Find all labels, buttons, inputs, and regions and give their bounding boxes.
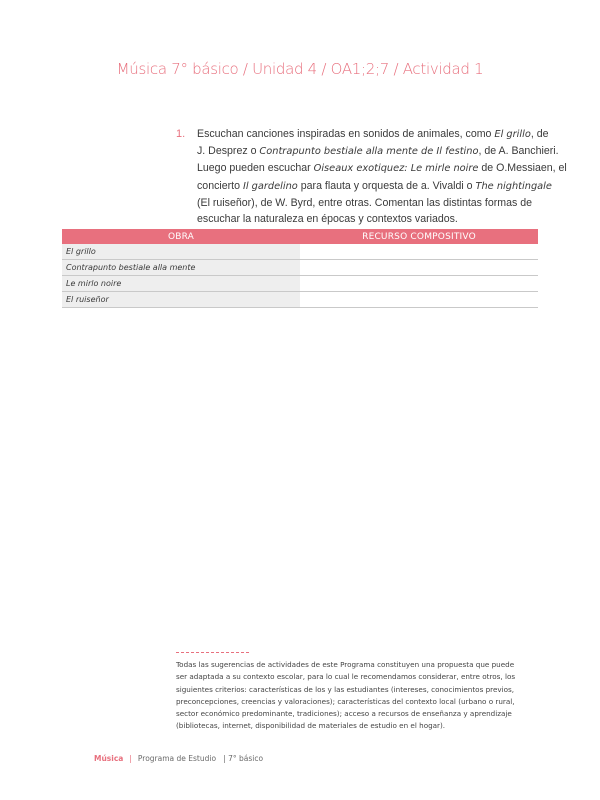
activity-text-segment: Escuchan canciones inspiradas en sonidos de animales, como <box>197 128 495 140</box>
table-row <box>62 292 538 308</box>
work-title: El grillo <box>494 129 531 140</box>
table-row <box>62 276 538 292</box>
footnote-line: siguientes criterios: características de los y las estudiantes (intereses, conocimientos previos, <box>176 684 515 694</box>
footnote-line: Todas las sugerencias de actividades de este Programa constituyen una propuesta que puede <box>176 660 515 669</box>
activity-text-segment: , de A. Banchieri. <box>478 145 559 158</box>
cell-recurso <box>300 292 538 308</box>
footnote-divider <box>176 652 249 653</box>
cell-recurso <box>300 276 538 292</box>
footnote <box>176 659 538 733</box>
cell-obra: Contrapunto bestiale alla mente <box>62 260 300 276</box>
activity-text <box>178 126 567 227</box>
cell-obra: El grillo <box>62 244 300 260</box>
activity-text-segment: para flauta y orquesta de a. Vivaldi o <box>297 179 476 192</box>
footer-subject: Música <box>94 754 124 763</box>
footnote-line: ser adaptada a su contexto escolar, para lo cual le recomendamos considerar, entre otros, los <box>176 672 516 682</box>
activity-text-segment: de O.Messiaen, el <box>478 162 567 175</box>
cell-recurso <box>300 260 538 276</box>
cell-recurso <box>300 244 538 260</box>
header-recurso-compositivo: RECURSO COMPOSITIVO <box>300 229 538 244</box>
activity-text-segment: concierto <box>197 179 243 192</box>
footnote-line: (bibliotecas, internet, disponibilidad de materiales de estudio en el hogar). <box>176 721 446 731</box>
footnote-line: sector económico predominante, tradiciones); acceso a recursos de enseñanza y aprendizaje <box>176 709 512 719</box>
activity-line <box>197 126 549 143</box>
activity-line <box>197 160 567 177</box>
activity-number: 1. <box>176 128 186 140</box>
footer-separator: | <box>129 754 132 763</box>
activity-text-segment: escuchar la naturaleza en épocas y contextos variados. <box>197 213 458 226</box>
activity-line <box>197 178 552 195</box>
activity-text-segment: J. Desprez o <box>197 145 260 158</box>
page-footer <box>94 754 263 763</box>
work-title: Il gardelino <box>242 180 298 192</box>
activity-item <box>176 126 567 227</box>
page-title: Música 7° básico / Unidad 4 / OA1;2;7 / Actividad 1 <box>116 60 484 78</box>
header-obra: OBRA <box>62 229 300 244</box>
work-title: The nightingale <box>475 180 552 192</box>
cell-obra: El ruiseñor <box>62 292 300 308</box>
activity-text-segment: Luego pueden escuchar <box>197 162 314 175</box>
activity-line <box>197 143 559 160</box>
footer-level: | 7° básico <box>223 754 264 763</box>
activity-text-segment: (El ruiseñor), de W. Byrd, entre otras. Comentan las distintas formas de <box>197 196 533 209</box>
work-title: Contrapunto bestiale alla mente de Il festino <box>259 146 479 158</box>
cell-obra: Le mirlo noire <box>62 276 300 292</box>
table-row <box>62 244 538 260</box>
works-table <box>62 229 538 308</box>
activity-line <box>197 195 538 211</box>
footer-program: Programa de Estudio <box>137 754 217 763</box>
table-row <box>62 260 538 276</box>
activity-text-segment: , de <box>530 128 549 140</box>
footnote-line: preconcepciones, creencias y valoraciones); características del contexto local (urbano o rural, <box>176 696 515 706</box>
table-header-row <box>62 229 538 244</box>
work-title: Oiseaux exotiquez: Le mirle noire <box>313 163 479 175</box>
activity-line <box>197 211 538 227</box>
